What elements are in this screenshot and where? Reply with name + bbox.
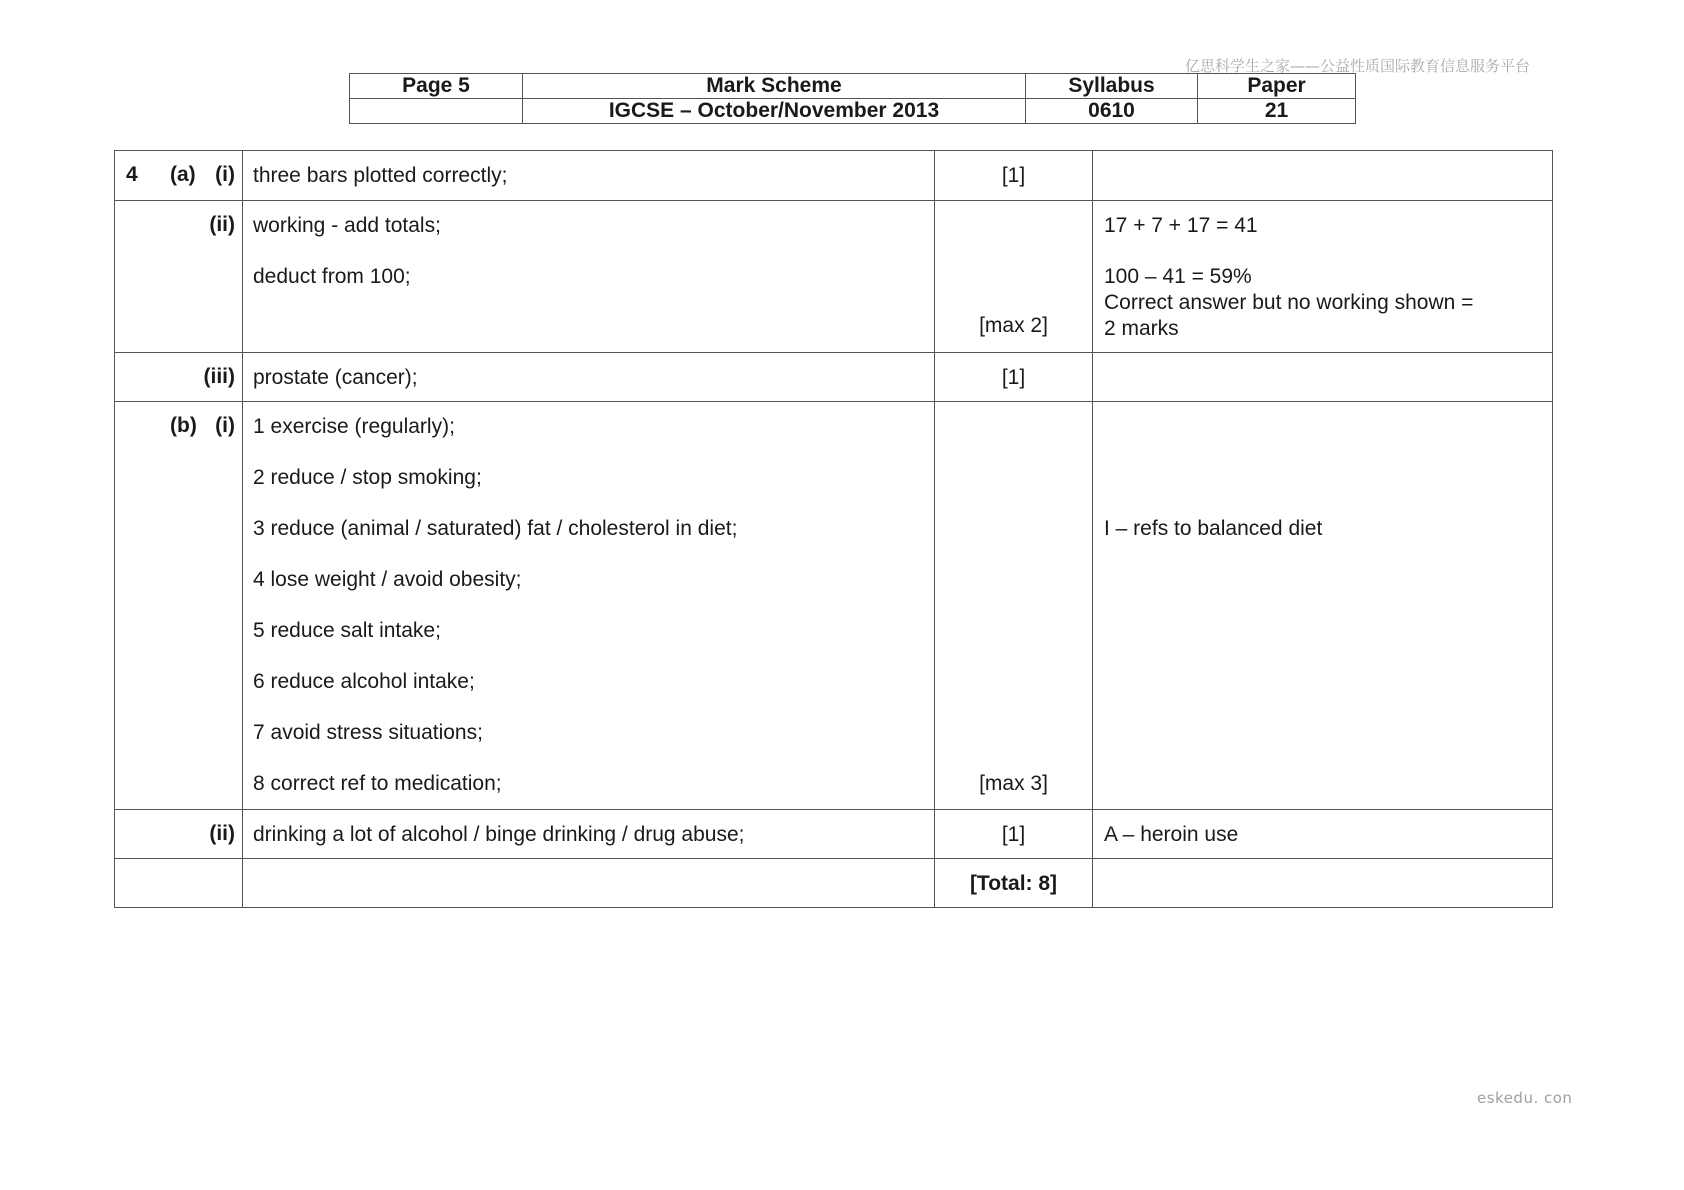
answer-cell [243,402,935,810]
guidance-line: 17 + 7 + 17 = 41 [1104,214,1258,237]
guidance-line: 100 – 41 = 59% [1104,265,1252,288]
question-subpart: (i) [215,163,235,186]
guidance-cell [1093,353,1553,402]
question-subpart: (i) [215,414,235,437]
answer-cell [243,151,935,201]
question-number: 4 [126,163,138,186]
marks-value: [max 2] [979,314,1048,337]
header-title: Mark Scheme [523,74,1026,99]
answer-line: drinking a lot of alcohol / binge drinking / drug abuse; [253,823,745,846]
answer-line: 5 reduce salt intake; [253,619,441,642]
watermark-top: 亿思科学生之家——公益性质国际教育信息服务平台 [1185,57,1531,75]
marks-value: [1] [1001,823,1026,846]
answer-line: 8 correct ref to medication; [253,772,502,795]
answer-line: 6 reduce alcohol intake; [253,670,475,693]
question-part: (b) [170,414,197,437]
table-row [115,810,1553,859]
guidance-cell [1093,810,1553,859]
header-paper-label: Paper [1198,74,1356,99]
answer-cell [243,201,935,353]
mark-scheme-table [114,150,1553,908]
marks-cell [935,353,1093,402]
question-subpart: (ii) [209,213,235,236]
header-syllabus-label: Syllabus [1026,74,1198,99]
marks-value: [1] [1001,164,1026,187]
header-subtitle: IGCSE – October/November 2013 [523,99,1026,124]
answer-line: 4 lose weight / avoid obesity; [253,568,522,591]
table-row [115,353,1553,402]
marks-cell [935,201,1093,353]
table-row [115,201,1553,353]
question-cell [115,151,243,201]
total-marks: [Total: 8] [969,872,1058,895]
answer-line: 7 avoid stress situations; [253,721,483,744]
guidance-cell [1093,151,1553,201]
answer-cell [243,859,935,908]
answer-cell [243,353,935,402]
answer-line: deduct from 100; [253,265,411,288]
marks-cell [935,402,1093,810]
watermark-bottom: eskedu. con [1477,1089,1573,1107]
question-cell [115,859,243,908]
marks-cell [935,859,1093,908]
table-row [115,402,1553,810]
guidance-line: 2 marks [1104,317,1179,340]
marks-value: [1] [1001,366,1026,389]
header-syllabus-value: 0610 [1026,99,1198,124]
answer-line: prostate (cancer); [253,366,418,389]
guidance-line: Correct answer but no working shown = [1104,291,1474,314]
answer-line: working - add totals; [253,214,441,237]
answer-line: 1 exercise (regularly); [253,415,455,438]
answer-line: 2 reduce / stop smoking; [253,466,482,489]
answer-cell [243,810,935,859]
header-empty-cell [350,99,523,124]
answer-line: 3 reduce (animal / saturated) fat / cholesterol in diet; [253,517,738,540]
question-cell [115,402,243,810]
marks-cell [935,151,1093,201]
question-cell [115,353,243,402]
answer-line: three bars plotted correctly; [253,164,508,187]
table-row [115,859,1553,908]
guidance-cell [1093,201,1553,353]
guidance-cell [1093,402,1553,810]
question-subpart: (ii) [209,822,235,845]
question-cell [115,810,243,859]
header-paper-value: 21 [1198,99,1356,124]
question-subpart: (iii) [203,365,235,388]
guidance-line: I – refs to balanced diet [1104,517,1323,540]
marks-cell [935,810,1093,859]
table-row [115,151,1553,201]
question-part: (a) [170,163,196,186]
guidance-line: A – heroin use [1104,823,1239,846]
guidance-cell [1093,859,1553,908]
header-table [349,73,1356,124]
marks-value: [max 3] [979,772,1048,795]
question-cell [115,201,243,353]
header-page-label: Page 5 [350,74,523,99]
